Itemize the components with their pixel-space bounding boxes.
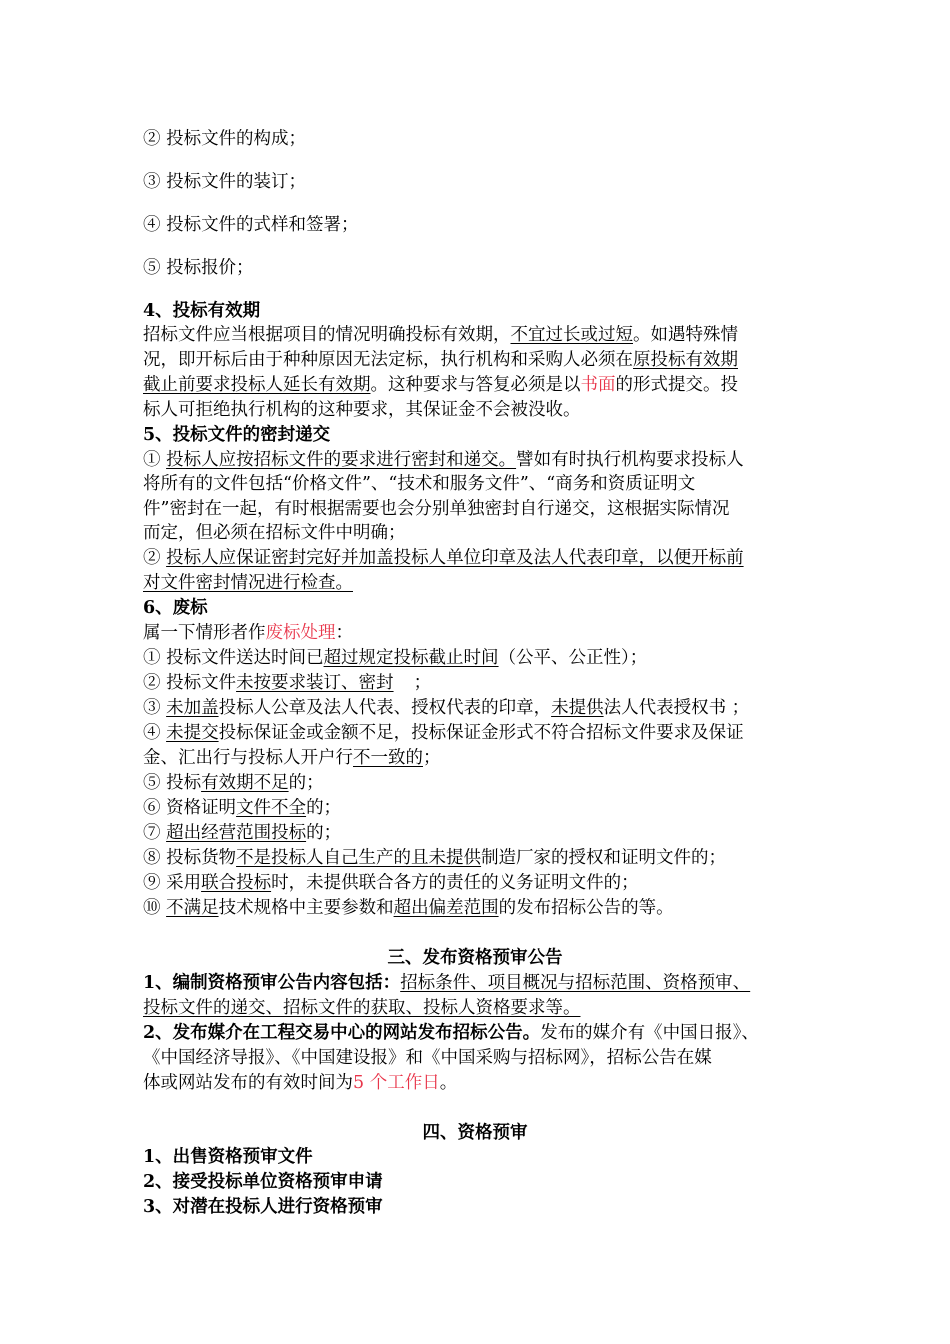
paragraph-line: 1、编制资格预审公告内容包括：招标条件、项目概况与招标范围、资格预审、 bbox=[143, 973, 751, 993]
list-item-bid-composition: ② 投标文件的构成； bbox=[143, 129, 307, 149]
list-item: ⑥ 资格证明文件不全的； bbox=[143, 798, 342, 818]
paragraph-line: 属一下情形者作废标处理： bbox=[143, 623, 353, 643]
list-item: ④ 未提交投标保证金或金额不足，投标保证金形式不符合招标文件要求及保证 bbox=[143, 723, 744, 743]
list-item-bid-price: ⑤ 投标报价； bbox=[143, 258, 254, 278]
paragraph-line: 截止前要求投标人延长有效期。这种要求与答复必须是以书面的形式提交。投 bbox=[143, 375, 738, 395]
paragraph-line: ② 投标人应保证密封完好并加盖投标人单位印章及法人代表印章，以便开标前 bbox=[143, 548, 744, 568]
paragraph-line: 对文件密封情况进行检查。 bbox=[143, 573, 353, 593]
paragraph-line: 招标文件应当根据项目的情况明确投标有效期，不宜过长或过短。如遇特殊情 bbox=[143, 325, 738, 345]
list-item: 1、出售资格预审文件 bbox=[143, 1147, 313, 1167]
paragraph-line: 况，即开标后由于种种原因无法定标，执行机构和采购人必须在原投标有效期 bbox=[143, 350, 738, 370]
list-item: 2、接受投标单位资格预审申请 bbox=[143, 1172, 383, 1192]
list-item: 3、对潜在投标人进行资格预审 bbox=[143, 1197, 383, 1217]
section-heading-bid-validity: 4、投标有效期 bbox=[143, 301, 261, 321]
chapter-heading-prequalification-notice: 三、发布资格预审公告 bbox=[387, 948, 563, 968]
paragraph-line: 《中国经济导报》、《中国建设报》和《中国采购与招标网》，招标公告在媒 bbox=[143, 1048, 712, 1068]
paragraph-line: 投标文件的递交、招标文件的获取、投标人资格要求等。 bbox=[143, 998, 581, 1018]
list-item: ⑤ 投标有效期不足的； bbox=[143, 773, 324, 793]
list-item: ③ 未加盖投标人公章及法人代表、授权代表的印章，未提供法人代表授权书 ； bbox=[143, 698, 750, 718]
list-item: ⑨ 采用联合投标时，未提供联合各方的责任的义务证明文件的； bbox=[143, 873, 639, 893]
chapter-heading-prequalification: 四、资格预审 bbox=[422, 1123, 528, 1143]
paragraph-line: 2、发布媒介在工程交易中心的网站发布招标公告。发布的媒介有《中国日报》、 bbox=[143, 1023, 759, 1043]
paragraph-line: 件”密封在一起，有时根据需要也会分别单独密封自行递交，这根据实际情况 bbox=[143, 499, 730, 519]
list-item: ① 投标文件送达时间已超过规定投标截止时间（公平、公正性）； bbox=[143, 648, 648, 668]
list-item: ② 投标文件未按要求装订、密封 ； bbox=[143, 673, 432, 693]
paragraph-line: 金、汇出行与投标人开户行不一致的； bbox=[143, 748, 441, 768]
section-heading-sealing: 5、投标文件的密封递交 bbox=[143, 425, 331, 445]
section-heading-invalid-bids: 6、废标 bbox=[143, 598, 208, 618]
paragraph-line: 体或网站发布的有效时间为5 个工作日。 bbox=[143, 1073, 458, 1093]
paragraph-line: ① 投标人应按招标文件的要求进行密封和递交。譬如有时执行机构要求投标人 bbox=[143, 450, 744, 470]
list-item: ⑩ 不满足技术规格中主要参数和超出偏差范围的发布招标公告的等。 bbox=[143, 898, 674, 918]
paragraph-line: 将所有的文件包括“价格文件”、“技术和服务文件”、“商务和资质证明文 bbox=[143, 474, 696, 494]
list-item-bid-binding: ③ 投标文件的装订； bbox=[143, 172, 307, 192]
paragraph-line: 标人可拒绝执行机构的这种要求，其保证金不会被没收。 bbox=[143, 400, 581, 420]
paragraph-line: 而定，但必须在招标文件中明确； bbox=[143, 523, 406, 543]
list-item: ⑧ 投标货物不是投标人自己生产的且未提供制造厂家的授权和证明文件的； bbox=[143, 848, 727, 868]
list-item: ⑦ 超出经营范围投标的； bbox=[143, 823, 342, 843]
list-item-bid-format: ④ 投标文件的式样和签署； bbox=[143, 215, 359, 235]
